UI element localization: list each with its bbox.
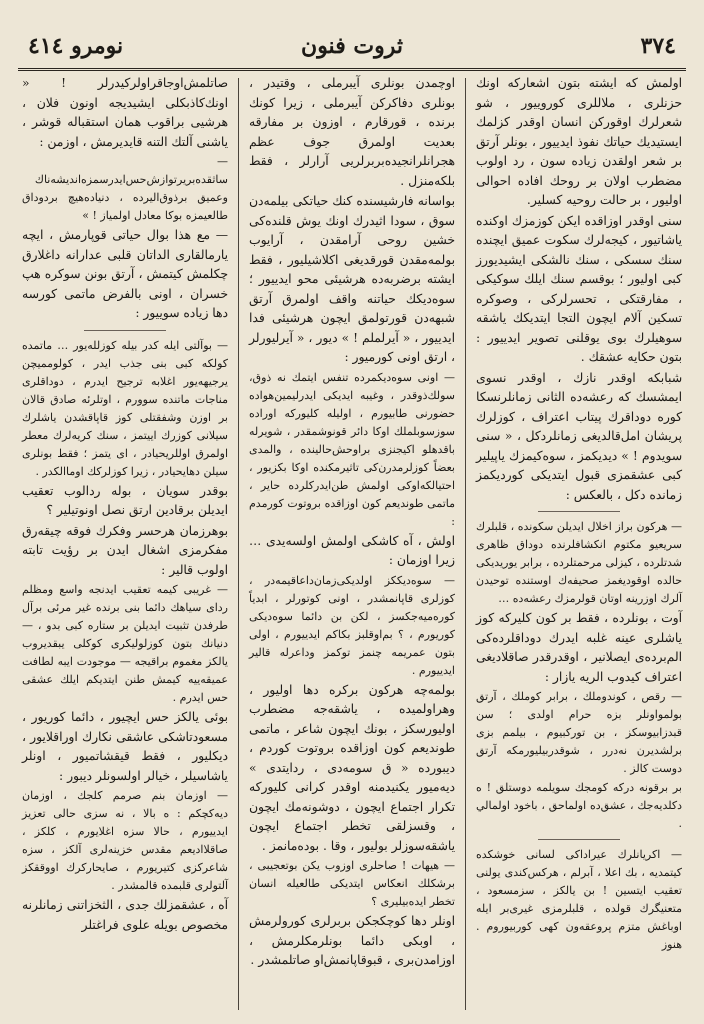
paragraph: آوت ، بونلرده ، فقط بر کون کلیرکه کوز یاشلری عینه غلبه ایدرك دوداقلرده‌کی الم‌برده‌ی ایصلانیر ، اوقدرقدر صاقلادیغی اعتراف کیدوب الریه یازار :: [476, 611, 682, 684]
paragraph: اولش ، آه کاشکی اولمش اولسه‌یدی … زیرا اوزمان :: [249, 533, 455, 567]
column-right: [472, 74, 686, 1010]
paragraph: آه ، عشقمزلك جدی ، الثخزاتنی زمانلرنه مخصوص بویله علوی فراغتلر: [22, 898, 228, 932]
paragraph: صاتلمش‌اوجاقراولرکیدرلر ! « اونك‌کاذبکلی ایشیدیجه اونون فلان ، هرشیی براقوب همان استقباله قوشر ، یاشنی آلتك التنه قایدیرمش ، اوزمن :: [22, 76, 228, 149]
section-divider: [538, 839, 620, 840]
text-columns: [18, 74, 686, 1010]
paragraph: — اکریانلرك عیراداکی لسانی خوشکده کیتمدیه ، بك اعلا ، آبرلم ، هرکس‌کندی یولنی تعقیب ایتسین ! بن یالکز ، سزمسعود ، متعنیگرك قولده ، قلبلرمزی غیری‌بر ایله اوباغش متزم پروعقه‌ون کهی کوربیوروم . هنوز: [476, 848, 682, 951]
journal-title: ثروت فنون: [301, 33, 403, 59]
paragraph: اولمش که ایشته بتون اشعارکه اونك حزنلری ، ملاللری کوروییور ، شو شعرلرك اوقورکن انسان اوقدر کزلمك ایستیدیك حیاتك نفوذ ایدییور ، بونلر آرتق بر شعر اولقدن زیاده سون ، رد اولوب مضطرب اولان بر روحك افاده احوالی اولیور ، بر حالت روحیه کسلیر.: [476, 76, 682, 207]
paragraph: — سوه‌دیککز اولدیکی‌زمان‌داعاقیمه‌در ، کوزلری قاپانمشدر ، اونی کوتورلر ، ابدیاً کوره‌میه‌جکسز ، لکن بن دائما سوه‌دیکی کوریورم ، ؟ بم‌اوقلبز بکا‌کم ایدییورم ، اولی بتون عمریمه چنمز توکمز وداعرله قالیر ایدییورم .: [249, 573, 455, 677]
paragraph: بوهرزمان هرحسر وفکرك فوقه چیقه‌رق مفکرمزی اشغال ایدن بر رؤیت تابته اولوب قالیر :: [22, 523, 228, 577]
section-divider: [538, 511, 620, 512]
paragraph: — بوآلتی ایله کدر بیله کوزلله‌یور … ماتمده کولکه کبی بنی جذب ایدر ، کولوممیچن یرجیهه‌یور اغلابه ترجیح ایدرم ، دوداقلری مناجات ماتنده سوورم ، اوتلرئه صادق قالان بر اوزن وشفقتلی کوز قاپاقشدن یاشلرك سیلانی کوزرك اییتمز ، سنك کریه‌لرك معطر اولمرق اوللر‌یحیادر ، ای یتمز ؛ فقط بونلری سیلن دها‌یحیادر ، زیرا کوزلرکك اوماالکدر .: [22, 338, 228, 478]
header-rule: [18, 68, 686, 71]
paragraph: بوقدر سویان ، بوله ردالوب تعقیب ایدیلن برقادین ارتق نصل اونوتیلیر ؟: [22, 483, 228, 517]
paragraph: شبابکه اوقدر نازك ، اوقدر نسوی ایمشسك که رعشه‌ده الثانی زمانلرنسکا کوره دوداقرك پیتاب اعتراف ، کوزلرك پریشان امل‌قالدیغی زمانلردکل ، « سنی سویدوم ! » دیدیکمز ، سوه‌کیمزك یاپیلیر کبی عشقمزی قبول ایتدیکی کوردیکمز زمانده دکل ، بالعکس :: [476, 370, 682, 502]
issue-number: نومرو ٤١٤: [28, 33, 124, 59]
paragraph: بولمه‌چه هرکون برکره دها اولیور ، وهراولمیده ، یاشقه‌جه مضطرب اولیورسکز ، بونك ایچون شاعر ، ماتمی طوندیعم کون اوزاقده بروتوت کوردم ، دیبورده « ق سومه‌دی ، ردایتدی » دیه‌میور یکنیدمنه اوقدر کرانی کلیورکه تکرار اجتماع ایچون ، دوشونه‌مك ایچون ، وقسزلقی تخطر اجتماع ایچون یاشقه‌سوزلر بولیور ، وقا . بوده‌مانمز .: [249, 682, 455, 853]
paragraph: — اوزمان بنم صرمم کلجك ، اوزمان دیه‌کچکم : ه بالا ، نه سزی حالی تعزیز ایدییورم ، حالا سزه اغلایورم ، کلکز ، صاقلاادیعم مقدس خزینه‌لری آلکز ، سزه شاعرکزی کتیریورم ، صایحارکرك اووققکز آلتولری قلبمده قالمشدر .: [22, 789, 228, 892]
paragraph: — اونی سوه‌دیکمرده تنفس ایتمك نه ذوق، سولك‌ذوقدر ، وغیبه ایدیکی ایدرلیمین‌هواده حضورنی طابیورم ، اولیله کلیورکه اوراده سوزسوبلملك اوکا دائر قونوشمقدر ، شویرله باقدهلو اکیجنزی براوحش‌حالینده ، والمدی بعضاً کوزلرمدرن‌کی تاثیرمکنده اوکا بکزیور ، احتیالکه‌اوکی اولمش طن‌ایدرکلرده حایر ، ماتمی طوندیعم کون اوزاقده بروتوت کورمدم :: [249, 370, 455, 528]
paragraph: اونلر دها کوچکجکن بربرلری کورولرمش ، اوبکی دائما بونلرمکلرمش ، اوزامدن‌بری ، قبوقاپانمش‌او صاتلمشدر .: [249, 914, 455, 967]
paragraph: — هیهات ! صاحلری اوزوب یکن بوتعجیبی ، برشکلك انعکاس ایتدیکی طالعیله انسان تخطر ایده‌بیلیری ؟: [249, 859, 455, 908]
paragraph: سنی اوقدر اوزاقده ایکن کوزمزك اوکنده یاشاتیور ، کیجه‌لرك سکوت عمیق ایچنده سنك سسکی ، سنك نالشکی ایشیدیورز کبی اولیور ؛ بوقسم سنك ایلك سوکیکی ، مفارقتکی ، تحسرلرکی ، وصوکره تسکین آلام ایچون التجا ایتدیکك یاشقه سوهیلرك بوی یوقلنی تصویر ایدییور : بتون حکایه عشقك .: [476, 213, 682, 364]
paragraph: — هرکون براز اخلال ایدیلن سکونده ، قلبلرك سریعیو مکتوم انکشافلرنده دوداق ظاهری شدتلرده ، کیزلی مرحمتلرده ، برابر یوریدیکی حالده اوقودیغمز صحیفه‌ك اوستنده توحیدن آلرك اوزرینه اوتان قولرمزك رعشه‌ده …: [476, 520, 682, 605]
paragraph: بر برقونه درکه کومجك سویلمه دوستلق ! ه دکلدیه‌جك ، عشق‌ده اولماحق ، باخود اولمالي .: [476, 781, 682, 830]
paragraph: بواسانه فارشیسنده کنك حیاتکی بیلمه‌دن سوق ، سودا اثیدرك اونك یوش قلنده‌کی خشین روحی آرامقدن ، آرایوب بولمه‌مقدن قورقدیغی اکلاشیلیور ، فقط ایشته برضربه‌ده هرشیئی محو ایدییور ؛ سوه‌دیکك حیاتنه واقف اولمرق آرتق شبهه‌دن قورتولمق ایچون هرشیئی فدا ایدییور ، « آیرلملم ! » دیور ، « آیرلیورلر ، ارتق اونی کورمیور :: [249, 194, 455, 364]
column-separator: [465, 78, 466, 1010]
paragraph: — غریبی کیمه تعقیب ایدنجه واسع ومظلم ردای سیاهك دائما بنی برنده غیر مرئی برآل طرفدن تثبیت ایدیلن بر ستاره کبی بدو ، — دنیانك بتون کوزلولیکری کوکلی یبقدیروب یالکز مغموم براقیجه — موجودت ایبه لطافت عمیقه‌ییه کیمش طنن ایتدیکم ایلك عشقی حس ایدرم .: [22, 583, 228, 704]
paragraph: بوئی یالکز حس ایچیور ، دائما کوریور ، مسعودتاشکی عاشقی نکارك اوراقلایور ، دیکلیور ، فقط قیقشاتمیور ، اونلر یاشاسیلر ، خیالر اولسونلر دیبور :: [22, 710, 228, 783]
paragraph: — رقص ، کوندوملك ، برابر کوملك ، آرتق بولمواونلر بزه حرام اولدی ؛ سن قبدزابیوسکز ، بن تورکبیوم ، بیلمم بزی برلشدیرن نه‌درر ، شوقدربیلیورمکه آرتق دوست کالز .: [476, 690, 682, 775]
column-middle: [245, 74, 459, 1010]
journal-page: [18, 12, 686, 1012]
paragraph: اوچمدن بونلری آیبرملی ، وقتیدر ، بونلری دفاکرکن آیبرملی ، زیرا کونك برنده ، قورقارم ، اوزون بر مفارقه بعدیت اولمرق جوف عظم هجرانلرانجیده‌بربرلریی آرارلر ، فقط بلکه‌منزل .: [249, 76, 455, 188]
column-separator: [238, 78, 239, 1010]
page-number: ٣٧٤: [640, 33, 676, 59]
page-header: [18, 26, 686, 66]
section-divider: [84, 330, 166, 331]
paragraph: — ساثقده‌بریرتوازش‌حس‌ایدرسمزه‌اندیشه‌ناك وعمیق برذوق‌الیرده ، دنیاده‌هیچ بردوداق طالعیمزه بوکا معادل اولمیاز ! »: [22, 155, 228, 222]
paragraph: — مع هذا بوال حیاتی قوپارمش ، ایچه یارمالقاری الداتان قلبی عدارانه داغلارق چکلمش کیتمش ، آرتق بونن سوکره هپ خسران ، اونی بالفرض ماتمی کورسه دها زیاده سوییور :: [22, 228, 228, 320]
column-left: [18, 74, 232, 1010]
